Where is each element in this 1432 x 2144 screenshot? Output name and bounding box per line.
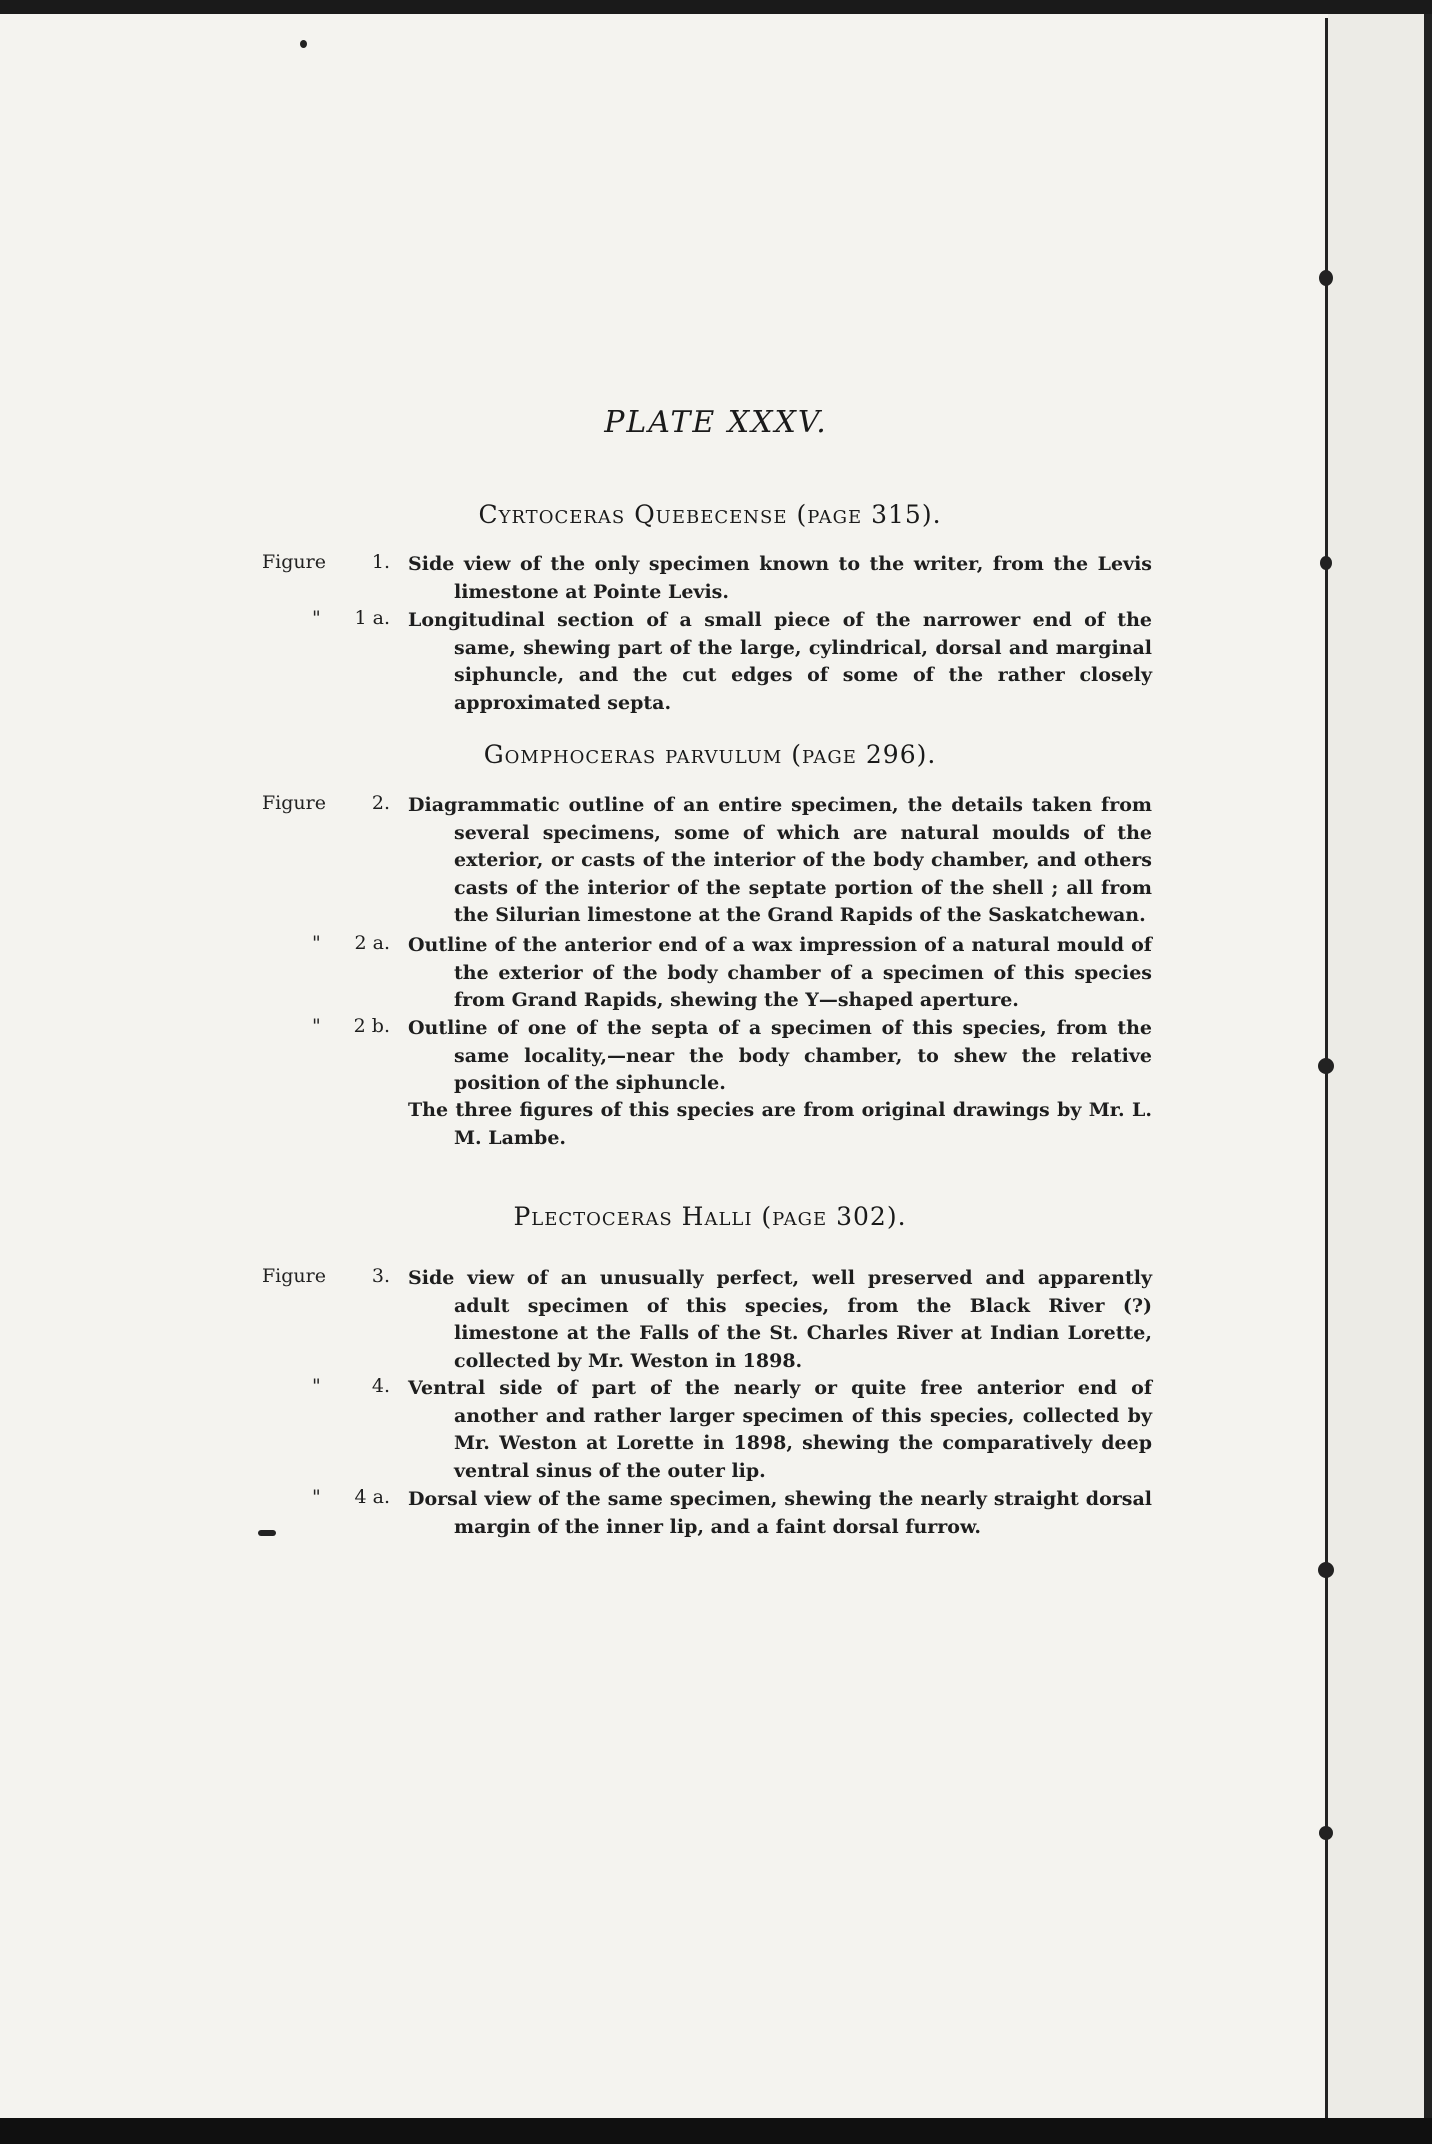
ditto-mark: " — [312, 1486, 321, 1508]
ditto-mark: " — [312, 932, 321, 954]
binding-mark — [1319, 1826, 1333, 1840]
figure-label: Figure — [262, 551, 326, 573]
figure-number: 2 b. — [353, 1015, 390, 1037]
ink-speck — [258, 1530, 276, 1536]
ink-speck — [300, 40, 307, 48]
figure-label: Figure — [262, 1265, 326, 1287]
figure-description: Diagrammatic outline of an entire specimen, the details taken from several specimens, some of which are natural moulds of the exterior, or casts of the interior of the body chamber, and others casts of the interior of the septate portion of the shell ; all from the Silurian limestone at the Grand Rapids of the Saskatchewan. — [408, 794, 1152, 926]
section-heading-plectoceras: Plectoceras Halli (page 302). — [513, 1202, 907, 1231]
figure-description: Outline of one of the septa of a specimen of this species, from the same locality,—near the body chamber, to shew the relative position of the siphuncle. — [408, 1017, 1152, 1094]
figure-number: 4 a. — [354, 1486, 390, 1508]
figure-number: 1 a. — [354, 607, 390, 629]
scan-top-border — [0, 0, 1432, 14]
section-heading-gomphoceras: Gomphoceras parvulum (page 296). — [483, 740, 937, 769]
ditto-mark: " — [312, 1015, 321, 1037]
section-heading-cyrtoceras: Cyrtoceras Quebecense (page 315). — [478, 500, 942, 529]
figure-description: Side view of the only specimen known to the writer, from the Levis limestone at Pointe Levis. — [408, 553, 1152, 603]
figure-description: Outline of the anterior end of a wax impression of a natural mould of the exterior of the body chamber of a specimen of this species from Grand Rapids, shewing the Y—shaped aperture. — [408, 934, 1152, 1011]
figure-number: 1. — [371, 551, 390, 573]
ditto-mark: " — [312, 607, 321, 629]
figure-number: 2 a. — [354, 932, 390, 954]
figure-description: Longitudinal section of a small piece of the narrower end of the same, shewing part of the large, cylindrical, dorsal and marginal siphuncle, and the cut edges of some of the rather closely approximated septa. — [408, 609, 1152, 714]
binding-mark — [1318, 1058, 1334, 1074]
binding-mark — [1318, 1562, 1334, 1578]
figure-number: 4. — [371, 1375, 390, 1397]
scan-bottom-border — [0, 2118, 1432, 2144]
figure-description: Ventral side of part of the nearly or quite free anterior end of another and rather larger specimen of this species, collected by Mr. Weston at Lorette in 1898, shewing the comparatively deep ventral sinus of the outer lip. — [408, 1377, 1152, 1482]
binding-mark — [1320, 556, 1332, 570]
binding-mark — [1319, 270, 1333, 286]
ditto-mark: " — [312, 1375, 321, 1397]
scan-right-border — [1424, 14, 1432, 2118]
facing-page-margin — [1328, 14, 1432, 2118]
figure-description: Dorsal view of the same specimen, shewing the nearly straight dorsal margin of the inner lip, and a faint dorsal furrow. — [408, 1488, 1152, 1538]
figure-description: Side view of an unusually perfect, well preserved and apparently adult specimen of this species, from the Black River (?) limestone at the Falls of the St. Charles River at Indian Lorette, collected by Mr. Weston in 1898. — [408, 1267, 1152, 1372]
plate-title: PLATE XXXV. — [604, 405, 828, 440]
drawing-credit-note: The three figures of this species are from original drawings by Mr. L. M. Lambe. — [408, 1099, 1152, 1149]
figure-label: Figure — [262, 792, 326, 814]
figure-number: 3. — [371, 1265, 390, 1287]
figure-number: 2. — [371, 792, 390, 814]
